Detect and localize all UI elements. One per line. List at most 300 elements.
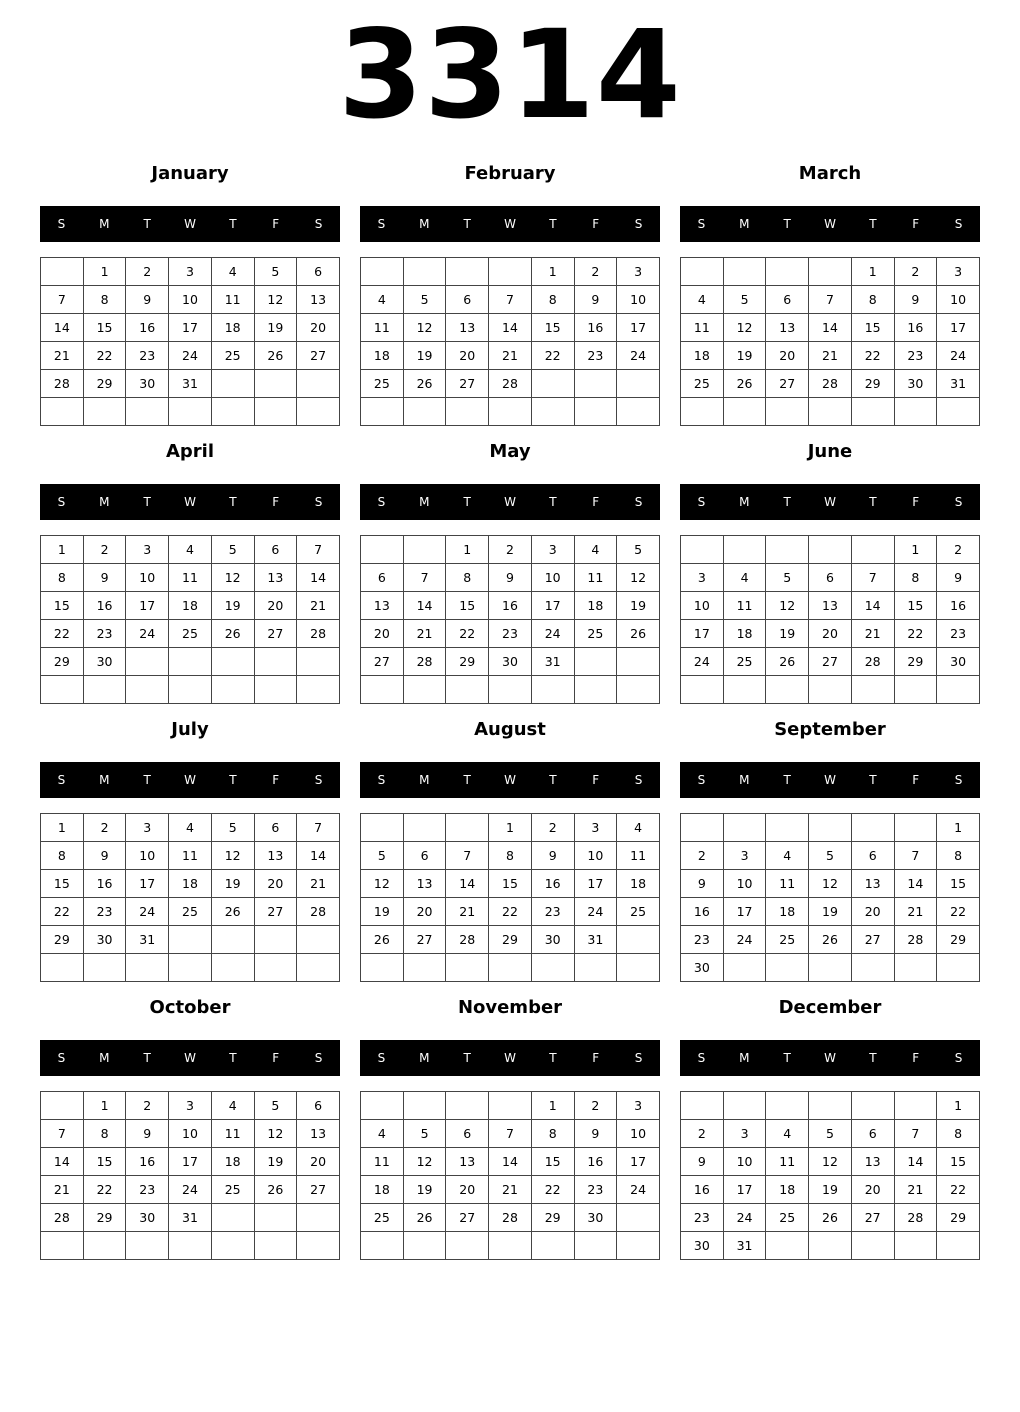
weekday-label: S [954,495,963,509]
day-cell: 22 [937,1176,980,1204]
day-cell: 23 [126,1176,169,1204]
day-cell: 30 [894,370,937,398]
weekday-label: T [229,495,237,509]
day-cell: 21 [403,620,446,648]
day-cell [531,676,574,704]
day-cell [851,954,894,982]
day-cell [894,954,937,982]
day-cell: 28 [851,648,894,676]
day-cell: 26 [361,926,404,954]
weekday-label: F [592,495,600,509]
day-cell: 6 [809,564,852,592]
day-cell: 4 [766,842,809,870]
day-cell [254,648,297,676]
day-cell: 8 [937,842,980,870]
weekday-label: F [592,1051,600,1065]
day-cell: 26 [723,370,766,398]
day-cell: 2 [83,814,126,842]
day-cell [531,954,574,982]
day-cell: 1 [894,536,937,564]
day-cell: 31 [169,370,212,398]
day-cell: 29 [41,648,84,676]
day-cell: 12 [211,564,254,592]
day-cell: 28 [41,1204,84,1232]
day-cell [766,398,809,426]
day-cell [446,1232,489,1260]
day-cell: 2 [681,1120,724,1148]
weekday-label: T [549,1051,557,1065]
day-cell [489,398,532,426]
day-cell: 13 [766,314,809,342]
day-cell: 6 [297,258,340,286]
week-row [361,1176,660,1204]
weekday-label: S [697,1051,706,1065]
day-cell [809,536,852,564]
day-cell: 24 [681,648,724,676]
month-october [40,996,340,1258]
day-cell [446,398,489,426]
day-cell: 25 [211,1176,254,1204]
day-cell: 27 [297,342,340,370]
day-cell [894,814,937,842]
day-cell: 21 [41,342,84,370]
day-cell: 11 [681,314,724,342]
month-name: April [165,441,215,462]
day-cell: 5 [766,564,809,592]
day-cell: 6 [403,842,446,870]
day-cell: 17 [126,870,169,898]
day-grid [40,535,340,704]
weekday-label: M [99,1051,110,1065]
day-cell: 28 [894,1204,937,1232]
week-row [361,954,660,982]
month-name: September [774,719,886,740]
day-cell [937,398,980,426]
weekday-label: F [592,773,600,787]
weekday-label: T [463,495,471,509]
weekday-label: M [419,217,430,231]
day-cell: 12 [403,1148,446,1176]
day-cell [403,814,446,842]
day-cell [41,258,84,286]
day-cell: 9 [83,842,126,870]
week-row [681,676,980,704]
day-cell: 12 [211,842,254,870]
week-row [361,1148,660,1176]
day-cell: 27 [403,926,446,954]
week-row [41,1092,340,1120]
day-cell: 18 [361,1176,404,1204]
weekday-label: T [229,1051,237,1065]
day-cell: 31 [574,926,617,954]
week-row [41,898,340,926]
weekday-label: F [912,773,920,787]
day-cell: 1 [531,1092,574,1120]
day-cell: 3 [617,1092,660,1120]
day-cell: 17 [723,898,766,926]
day-cell: 13 [851,870,894,898]
day-cell: 21 [851,620,894,648]
week-row [41,648,340,676]
week-row [41,814,340,842]
day-cell: 14 [446,870,489,898]
day-cell: 28 [446,926,489,954]
day-cell: 22 [531,1176,574,1204]
day-cell [254,926,297,954]
day-cell: 15 [851,314,894,342]
day-cell [723,258,766,286]
day-cell [297,926,340,954]
week-row [41,398,340,426]
weekday-label: S [954,773,963,787]
weekday-label: S [634,773,643,787]
week-row [681,258,980,286]
weekday-label: S [634,495,643,509]
week-row [681,564,980,592]
day-cell: 11 [574,564,617,592]
day-cell: 14 [809,314,852,342]
day-cell: 22 [937,898,980,926]
month-may [360,440,660,702]
day-grid [680,535,980,704]
day-cell [446,814,489,842]
day-cell: 17 [574,870,617,898]
day-cell: 9 [681,1148,724,1176]
day-cell: 29 [937,926,980,954]
day-cell: 4 [361,1120,404,1148]
day-cell: 21 [297,592,340,620]
day-cell [937,954,980,982]
day-cell: 8 [851,286,894,314]
day-cell [211,648,254,676]
day-cell: 6 [851,1120,894,1148]
day-cell [211,926,254,954]
weekday-label: S [314,1051,323,1065]
month-july [40,718,340,980]
day-cell: 23 [489,620,532,648]
day-cell: 10 [126,842,169,870]
day-cell: 22 [41,898,84,926]
day-cell: 22 [894,620,937,648]
day-cell: 13 [851,1148,894,1176]
day-cell [574,648,617,676]
day-cell: 25 [766,1204,809,1232]
day-cell: 5 [211,536,254,564]
day-cell: 8 [83,1120,126,1148]
weekday-label: T [549,773,557,787]
day-cell: 26 [211,620,254,648]
day-cell: 28 [809,370,852,398]
day-cell: 5 [211,814,254,842]
weekday-label: S [314,217,323,231]
day-cell [766,954,809,982]
day-cell: 24 [531,620,574,648]
day-grid [360,1091,660,1260]
day-cell: 15 [83,1148,126,1176]
week-row [681,1176,980,1204]
week-row [41,1148,340,1176]
day-cell: 1 [83,1092,126,1120]
day-cell [766,1232,809,1260]
day-grid [40,813,340,982]
weekday-label: T [143,217,151,231]
weekday-label: S [377,217,386,231]
day-cell: 16 [681,1176,724,1204]
day-cell: 29 [937,1204,980,1232]
day-cell [574,398,617,426]
day-cell: 21 [41,1176,84,1204]
day-cell [489,1232,532,1260]
day-cell: 23 [894,342,937,370]
day-cell: 28 [894,926,937,954]
day-cell: 26 [809,926,852,954]
weekday-label: S [57,495,66,509]
weekday-label: M [99,217,110,231]
day-cell: 21 [809,342,852,370]
day-cell: 31 [723,1232,766,1260]
weekday-label: W [504,495,516,509]
day-cell: 11 [169,842,212,870]
day-cell [446,954,489,982]
day-cell: 16 [126,1148,169,1176]
day-cell: 19 [403,342,446,370]
day-cell: 12 [723,314,766,342]
day-cell [297,1232,340,1260]
weekday-label: F [912,217,920,231]
week-row [41,1120,340,1148]
day-cell [809,1092,852,1120]
day-cell: 17 [617,314,660,342]
day-cell: 20 [297,314,340,342]
month-april [40,440,340,702]
day-cell: 18 [723,620,766,648]
week-row [361,342,660,370]
day-grid [360,813,660,982]
weekday-header [360,1040,660,1076]
week-row [41,370,340,398]
day-cell [766,536,809,564]
day-cell [126,1232,169,1260]
day-cell [894,676,937,704]
day-cell: 18 [169,870,212,898]
day-cell: 19 [723,342,766,370]
day-cell: 8 [446,564,489,592]
weekday-label: S [377,495,386,509]
week-row [681,342,980,370]
week-row [41,1204,340,1232]
day-cell: 16 [894,314,937,342]
day-cell [851,536,894,564]
day-cell [617,1204,660,1232]
week-row [681,870,980,898]
day-cell: 13 [254,564,297,592]
day-cell: 25 [211,342,254,370]
day-cell: 31 [169,1204,212,1232]
day-cell: 8 [937,1120,980,1148]
month-name: June [807,441,853,462]
day-cell: 3 [574,814,617,842]
week-row [681,1148,980,1176]
weekday-label: F [592,217,600,231]
week-row [41,926,340,954]
day-cell: 19 [403,1176,446,1204]
weekday-header [680,206,980,242]
day-cell [531,370,574,398]
day-cell: 4 [681,286,724,314]
day-cell: 14 [297,842,340,870]
day-cell: 17 [169,1148,212,1176]
day-cell: 10 [617,286,660,314]
day-cell: 10 [723,1148,766,1176]
day-cell [254,398,297,426]
day-cell [41,954,84,982]
day-cell: 4 [211,1092,254,1120]
weekday-label: M [99,773,110,787]
day-cell: 16 [126,314,169,342]
day-cell: 16 [937,592,980,620]
weekday-label: T [143,495,151,509]
day-cell [126,398,169,426]
day-cell: 1 [489,814,532,842]
day-cell [254,1204,297,1232]
day-cell: 21 [489,342,532,370]
day-cell: 14 [41,314,84,342]
day-cell [851,398,894,426]
day-cell: 9 [126,286,169,314]
weekday-header [680,762,980,798]
weekday-label: W [824,1051,836,1065]
month-september [680,718,980,980]
weekday-label: F [272,1051,280,1065]
day-cell: 22 [83,1176,126,1204]
day-cell: 7 [489,286,532,314]
day-cell: 13 [403,870,446,898]
day-cell: 8 [531,286,574,314]
day-cell: 11 [211,1120,254,1148]
day-cell [723,676,766,704]
day-cell: 20 [766,342,809,370]
day-cell [169,676,212,704]
week-row [361,1120,660,1148]
day-cell: 4 [723,564,766,592]
day-cell: 26 [254,342,297,370]
day-cell: 21 [297,870,340,898]
day-cell: 29 [531,1204,574,1232]
day-cell: 8 [894,564,937,592]
day-cell: 25 [361,1204,404,1232]
day-cell [617,926,660,954]
day-cell: 14 [403,592,446,620]
weekday-label: F [272,773,280,787]
week-row [41,536,340,564]
weekday-label: T [783,1051,791,1065]
day-cell: 10 [617,1120,660,1148]
day-cell [169,926,212,954]
day-cell: 23 [126,342,169,370]
day-cell: 4 [169,536,212,564]
day-cell [297,1204,340,1232]
weekday-label: M [99,495,110,509]
day-cell: 5 [403,286,446,314]
day-cell: 4 [361,286,404,314]
day-cell: 18 [361,342,404,370]
day-cell: 19 [809,1176,852,1204]
day-cell: 12 [361,870,404,898]
weekday-label: S [634,217,643,231]
day-cell [169,954,212,982]
day-cell: 21 [894,898,937,926]
day-cell: 4 [169,814,212,842]
month-name: November [457,997,563,1018]
week-row [681,926,980,954]
day-cell: 20 [851,1176,894,1204]
day-cell [681,1092,724,1120]
weekday-label: W [504,217,516,231]
day-cell [297,398,340,426]
day-grid [40,1091,340,1260]
day-cell: 27 [254,620,297,648]
day-cell [851,1092,894,1120]
day-cell: 25 [169,898,212,926]
weekday-label: S [57,1051,66,1065]
day-cell [681,398,724,426]
day-cell: 10 [169,286,212,314]
weekday-label: W [184,495,196,509]
day-cell [489,1092,532,1120]
day-cell: 7 [446,842,489,870]
day-cell: 25 [766,926,809,954]
weekday-label: S [314,495,323,509]
day-cell [169,398,212,426]
week-row [361,870,660,898]
day-cell: 28 [41,370,84,398]
day-cell: 29 [41,926,84,954]
day-cell: 14 [894,870,937,898]
day-cell [894,1092,937,1120]
month-december [680,996,980,1258]
week-row [681,1232,980,1260]
weekday-label: S [377,773,386,787]
day-cell: 20 [403,898,446,926]
weekday-label: W [824,495,836,509]
day-cell: 24 [574,898,617,926]
weekday-label: S [954,217,963,231]
weekday-label: M [739,773,750,787]
day-cell [83,676,126,704]
weekday-label: S [697,495,706,509]
day-cell: 9 [894,286,937,314]
day-cell [766,258,809,286]
day-cell [489,676,532,704]
day-cell: 9 [83,564,126,592]
day-cell: 20 [254,870,297,898]
day-cell [809,398,852,426]
day-cell: 17 [531,592,574,620]
day-cell: 13 [446,1148,489,1176]
week-row [41,676,340,704]
week-row [361,592,660,620]
day-cell: 24 [126,620,169,648]
day-cell [297,370,340,398]
day-grid [680,813,980,982]
day-cell: 14 [489,1148,532,1176]
day-cell: 28 [489,370,532,398]
day-cell: 24 [723,1204,766,1232]
week-row [41,286,340,314]
weekday-header [40,484,340,520]
day-cell [809,1232,852,1260]
day-cell: 13 [254,842,297,870]
